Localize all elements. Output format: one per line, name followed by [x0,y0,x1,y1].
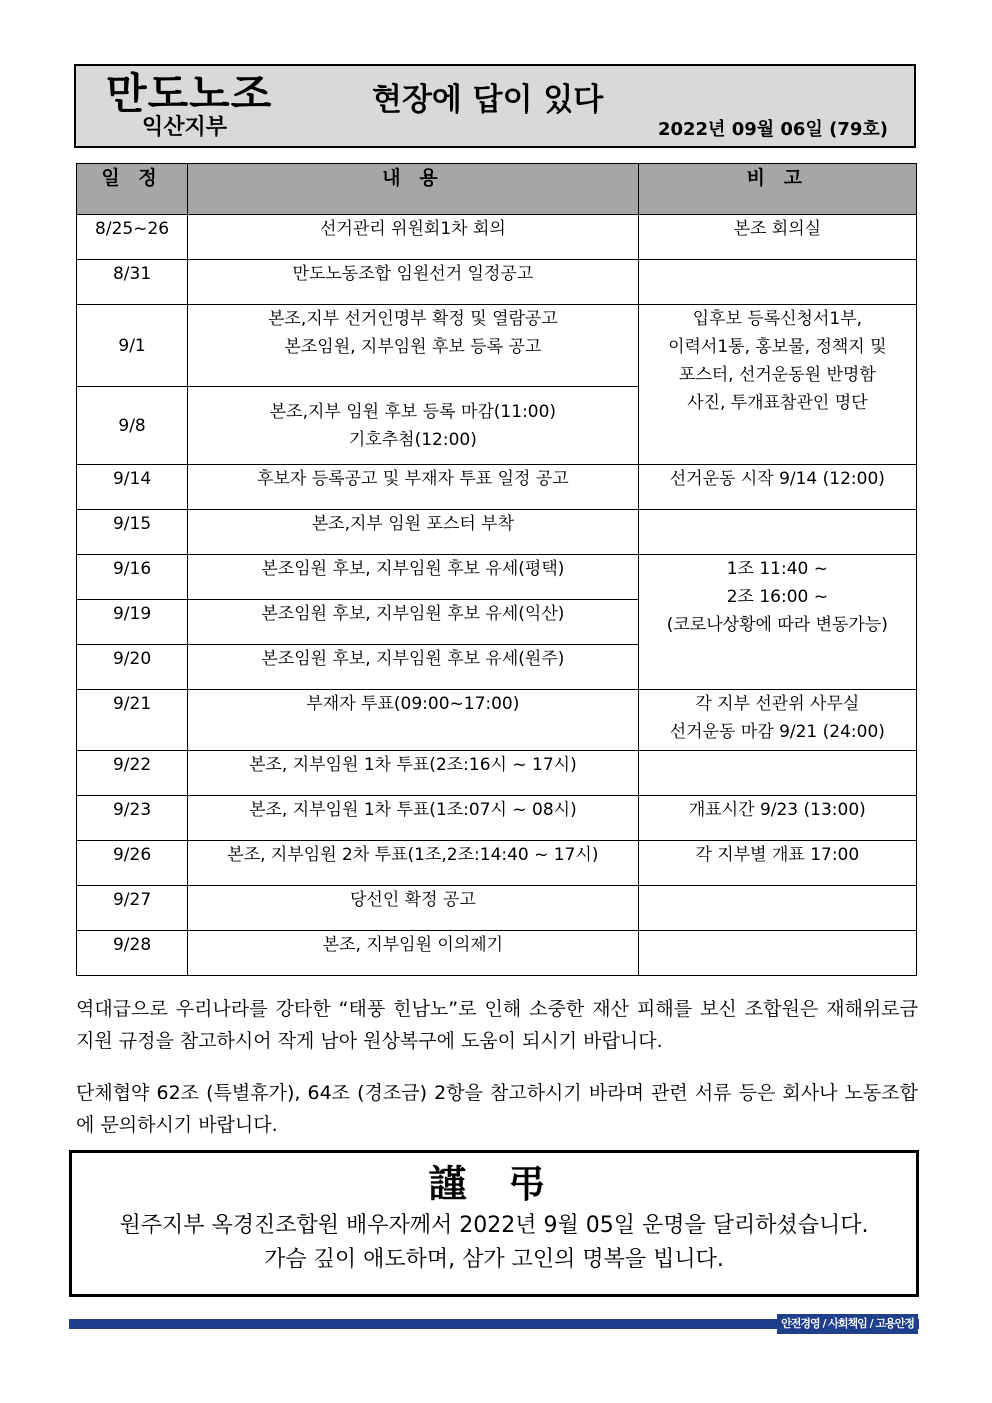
table-row [77,931,917,976]
condolence-box [69,1150,919,1297]
row-note: 개표시간 9/23 (13:00) [638,796,916,841]
newsletter-header [74,64,916,148]
table-row [77,886,917,931]
typhoon-notice: 역대급으로 우리나라를 강타한 “태풍 힌남노”로 인해 소중한 재산 피해를 보신 조합원은 재해위로금 지원 규정을 참고하시어 작게 남아 원상복구에 도움이 되시기 바랍니다. [76,998,918,1052]
row-content: 본조임원 후보, 지부임원 후보 유세(평택) [188,555,639,600]
row-date: 9/19 [77,600,188,645]
row-content: 본조임원 후보, 지부임원 후보 유세(익산) [188,600,639,645]
election-schedule-table [76,163,917,976]
row-date: 9/20 [77,645,188,690]
table-row [77,215,917,260]
row-note: 각 지부 선관위 사무실 선거운동 마감 9/21 (24:00) [638,690,916,751]
condolence-line-2: 가슴 깊이 애도하며, 삼가 고인의 명복을 빕니다. [264,1247,724,1272]
table-row [77,465,917,510]
row-note: 선거운동 시작 9/14 (12:00) [638,465,916,510]
row-content: 본조,지부 임원 포스터 부착 [188,510,639,555]
branch-name: 익산지부 [142,115,228,140]
row-note: 1조 11:40 ~ 2조 16:00 ~ (코로나상황에 따라 변동가능) [638,555,916,690]
union-name: 만도노조 [106,69,273,118]
row-date: 8/31 [77,260,188,305]
row-content: 본조,지부 임원 후보 등록 마감(11:00) 기호추첨(12:00) [188,387,639,465]
footer-motto: 안전경영 / 사회책임 / 고용안정 [777,1314,918,1334]
row-date: 9/16 [77,555,188,600]
row-date: 9/1 [77,305,188,387]
table-row [77,510,917,555]
row-content: 본조임원 후보, 지부임원 후보 유세(원주) [188,645,639,690]
issue-date: 2022년 09월 06일 (79호) [657,119,888,140]
row-date: 8/25~26 [77,215,188,260]
row-content: 선거관리 위원회1차 회의 [188,215,639,260]
slogan: 현장에 답이 있다 [372,82,604,118]
row-note: 입후보 등록신청서1부, 이력서1통, 홍보물, 정책지 및 포스터, 선거운동원 반명함 사진, 투개표참관인 명단 [638,305,916,465]
row-note [638,931,916,976]
row-content: 당선인 확정 공고 [188,886,639,931]
row-date: 9/26 [77,841,188,886]
agreement-notice: 단체협약 62조 (특별휴가), 64조 (경조금) 2항을 참고하시기 바라며 관련 서류 등은 회사나 노동조합에 문의하시기 바랍니다. [76,1082,918,1136]
table-row [77,796,917,841]
row-content: 본조, 지부임원 1차 투표(1조:07시 ~ 08시) [188,796,639,841]
row-date: 9/27 [77,886,188,931]
row-content: 본조, 지부임원 2차 투표(1조,2조:14:40 ~ 17시) [188,841,639,886]
table-row [77,260,917,305]
table-row [77,841,917,886]
row-note [638,751,916,796]
condolence-line-1: 원주지부 옥경진조합원 배우자께서 2022년 9월 05일 운명을 달리하셨습니다. [119,1213,869,1238]
row-note [638,510,916,555]
row-content: 본조, 지부임원 이의제기 [188,931,639,976]
condolence-title: 謹 弔 [428,1162,560,1206]
row-content: 본조,지부 선거인명부 확정 및 열람공고 본조임원, 지부임원 후보 등록 공고 [188,305,639,387]
header-date: 일 정 [77,164,188,215]
row-content: 만도노동조합 임원선거 일정공고 [188,260,639,305]
row-date: 9/15 [77,510,188,555]
row-date: 9/28 [77,931,188,976]
table-row [77,305,917,387]
row-note: 각 지부별 개표 17:00 [638,841,916,886]
row-note [638,260,916,305]
table-row [77,751,917,796]
row-date: 9/8 [77,387,188,465]
row-content: 본조, 지부임원 1차 투표(2조:16시 ~ 17시) [188,751,639,796]
table-row [77,555,917,600]
header-content: 내 용 [188,164,639,215]
row-content: 부재자 투표(09:00~17:00) [188,690,639,751]
row-date: 9/14 [77,465,188,510]
table-row [77,690,917,751]
row-date: 9/22 [77,751,188,796]
header-note: 비 고 [638,164,916,215]
row-content: 후보자 등록공고 및 부재자 투표 일정 공고 [188,465,639,510]
row-note [638,886,916,931]
row-note: 본조 회의실 [638,215,916,260]
row-date: 9/23 [77,796,188,841]
row-date: 9/21 [77,690,188,751]
table-header-row [77,164,917,215]
